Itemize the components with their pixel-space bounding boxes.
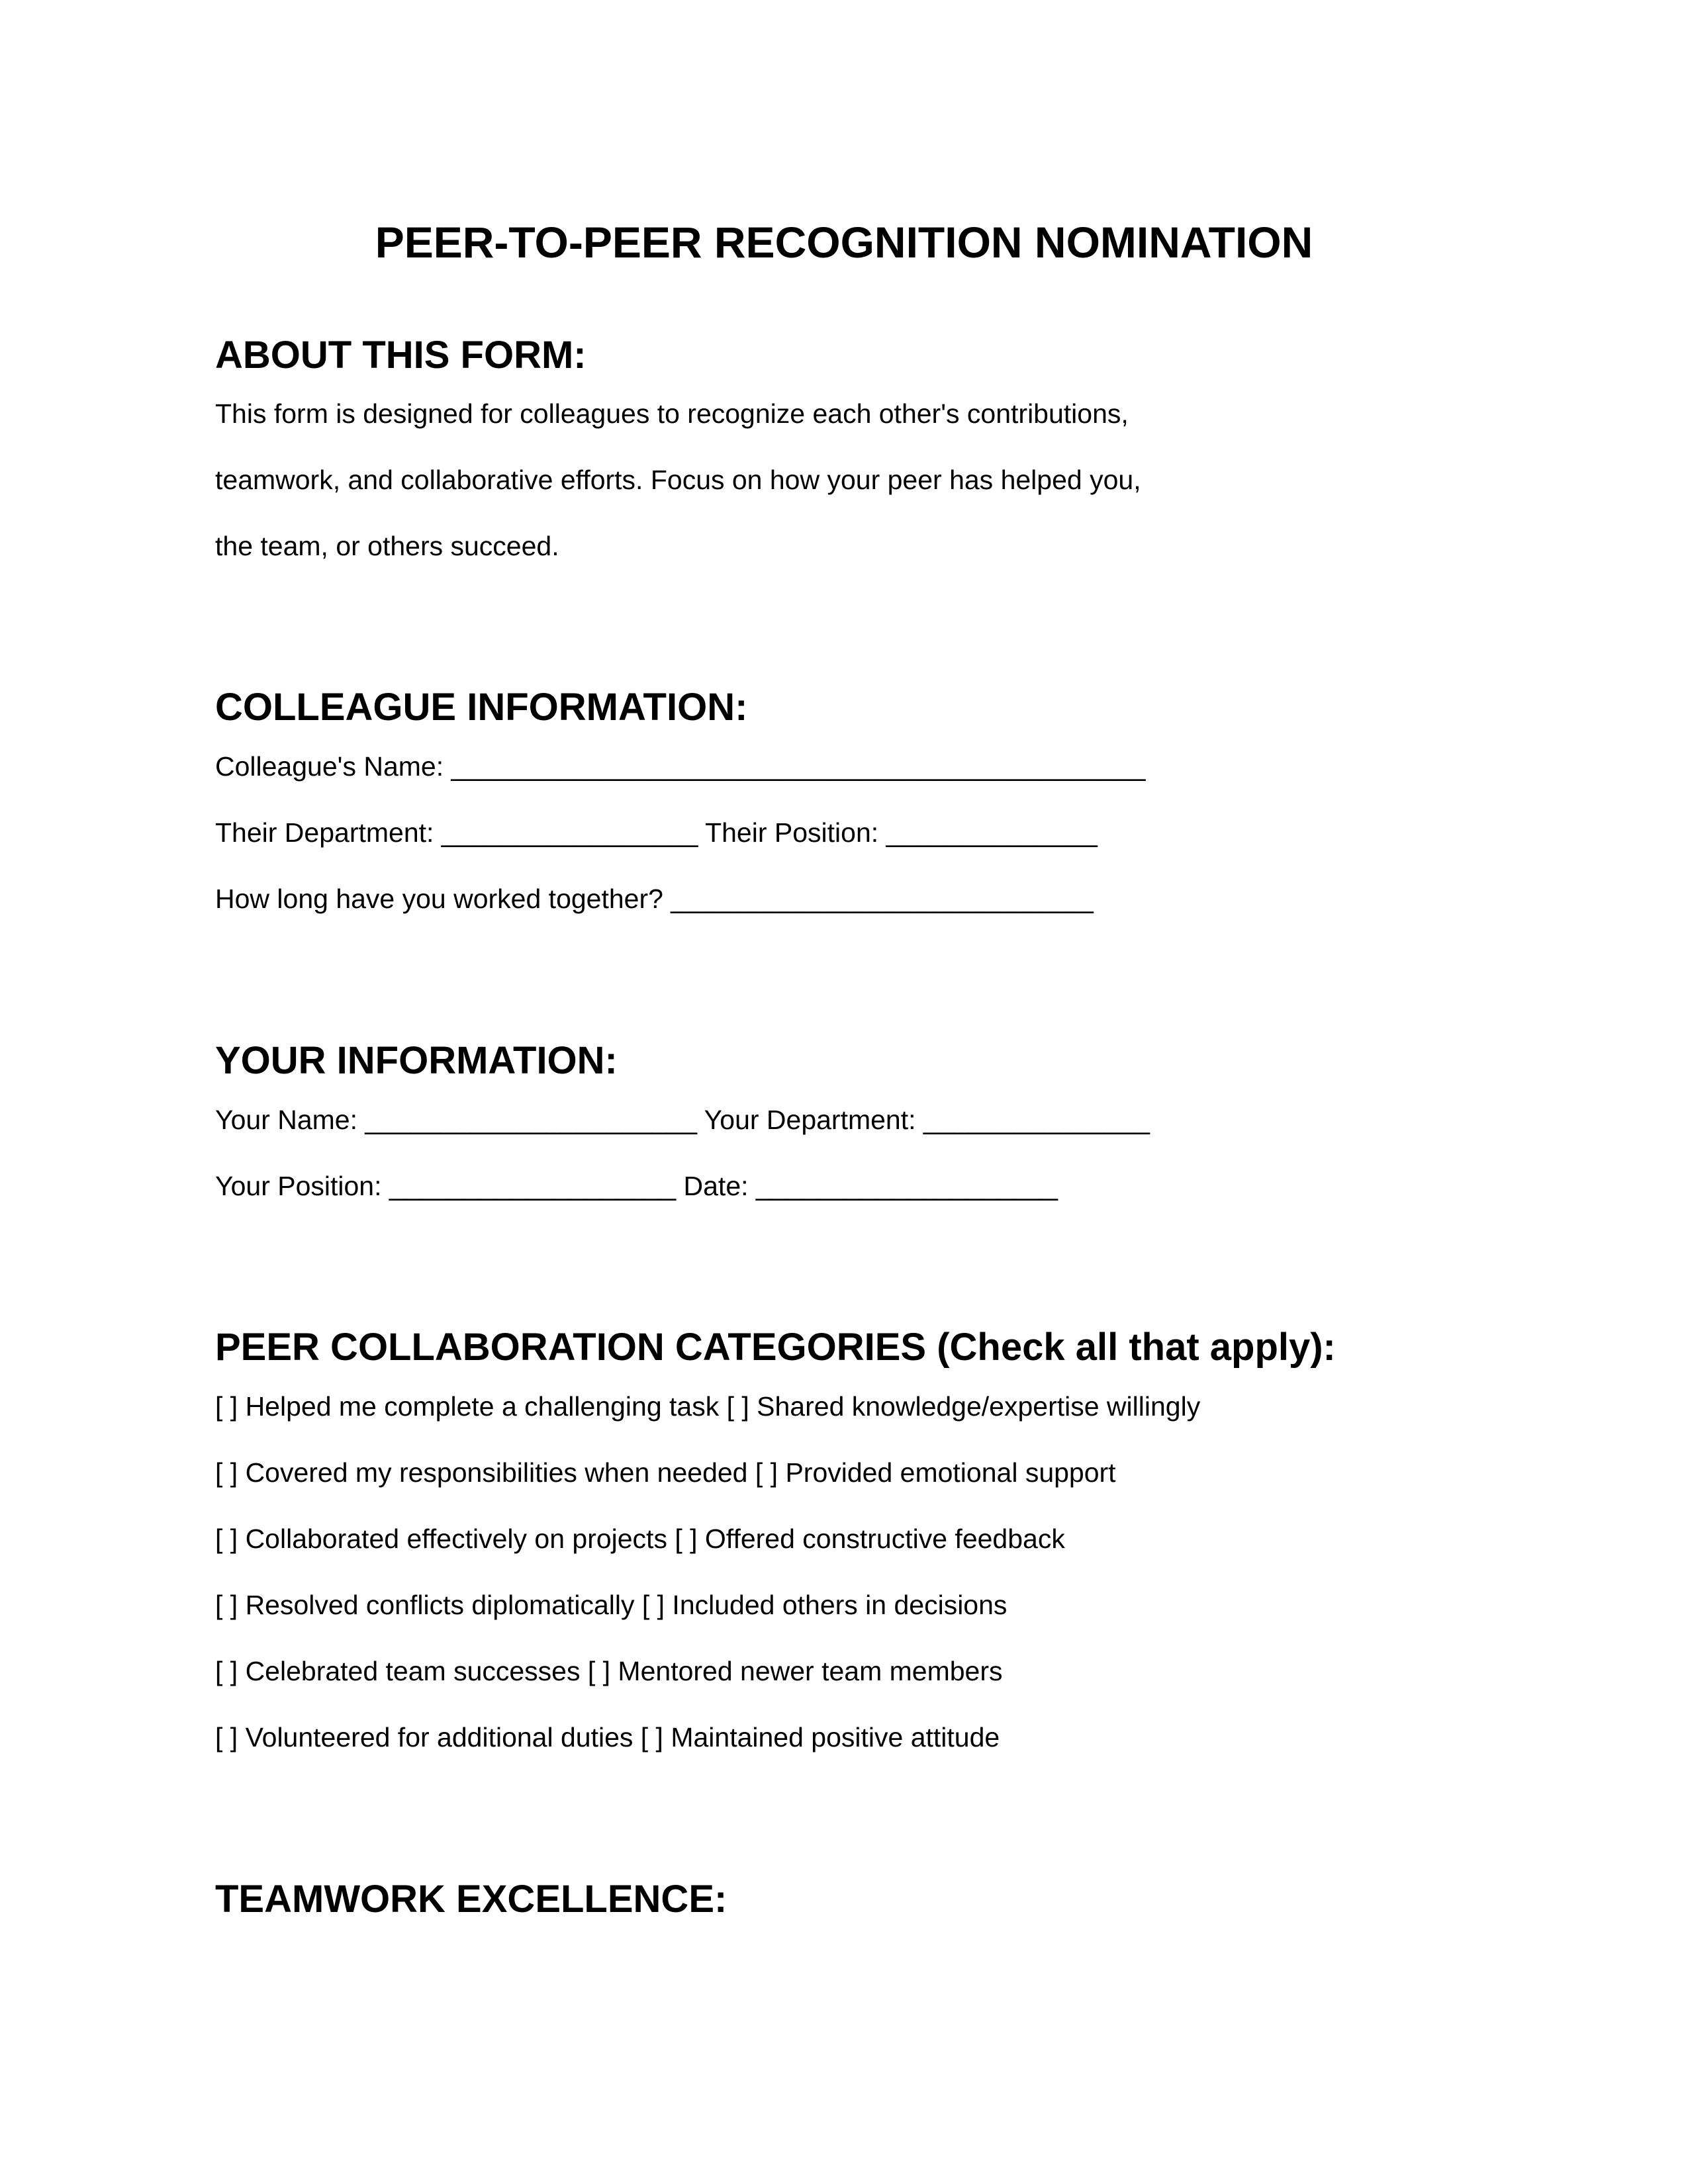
categories-heading: PEER COLLABORATION CATEGORIES (Check all that apply): [215, 1326, 1336, 1369]
colleague-department-position-fields[interactable]: Their Department: _________________ Their Position: ______________ [215, 817, 1098, 848]
about-heading: ABOUT THIS FORM: [215, 334, 586, 377]
category-checkbox-row-3[interactable]: [ ] Collaborated effectively on projects [ ] Offered constructive feedback [215, 1524, 1065, 1554]
your-name-department-fields[interactable]: Your Name: ______________________ Your Department: _______________ [215, 1105, 1150, 1135]
category-checkbox-row-4[interactable]: [ ] Resolved conflicts diplomatically [ ] Included others in decisions [215, 1590, 1008, 1620]
category-checkbox-row-6[interactable]: [ ] Volunteered for additional duties [ ] Maintained positive attitude [215, 1722, 1000, 1752]
colleague-name-field[interactable]: Colleague's Name: ______________________________________________ [215, 751, 1146, 782]
teamwork-heading: TEAMWORK EXCELLENCE: [215, 1878, 727, 1921]
category-checkbox-row-5[interactable]: [ ] Celebrated team successes [ ] Mentored newer team members [215, 1656, 1003, 1686]
your-info-heading: YOUR INFORMATION: [215, 1039, 618, 1082]
category-checkbox-row-1[interactable]: [ ] Helped me complete a challenging task [ ] Shared knowledge/expertise willingly [215, 1391, 1201, 1422]
about-text-line-2: teamwork, and collaborative efforts. Focus on how your peer has helped you, [215, 465, 1141, 495]
your-position-date-fields[interactable]: Your Position: ___________________ Date: ____________________ [215, 1171, 1058, 1201]
colleague-info-heading: COLLEAGUE INFORMATION: [215, 686, 748, 729]
about-text-line-3: the team, or others succeed. [215, 531, 559, 561]
category-checkbox-row-2[interactable]: [ ] Covered my responsibilities when needed [ ] Provided emotional support [215, 1457, 1116, 1488]
about-text-line-1: This form is designed for colleagues to recognize each other's contributions, [215, 398, 1129, 429]
page-title: PEER-TO-PEER RECOGNITION NOMINATION [375, 218, 1313, 267]
worked-together-field[interactable]: How long have you worked together? ____________________________ [215, 884, 1094, 914]
